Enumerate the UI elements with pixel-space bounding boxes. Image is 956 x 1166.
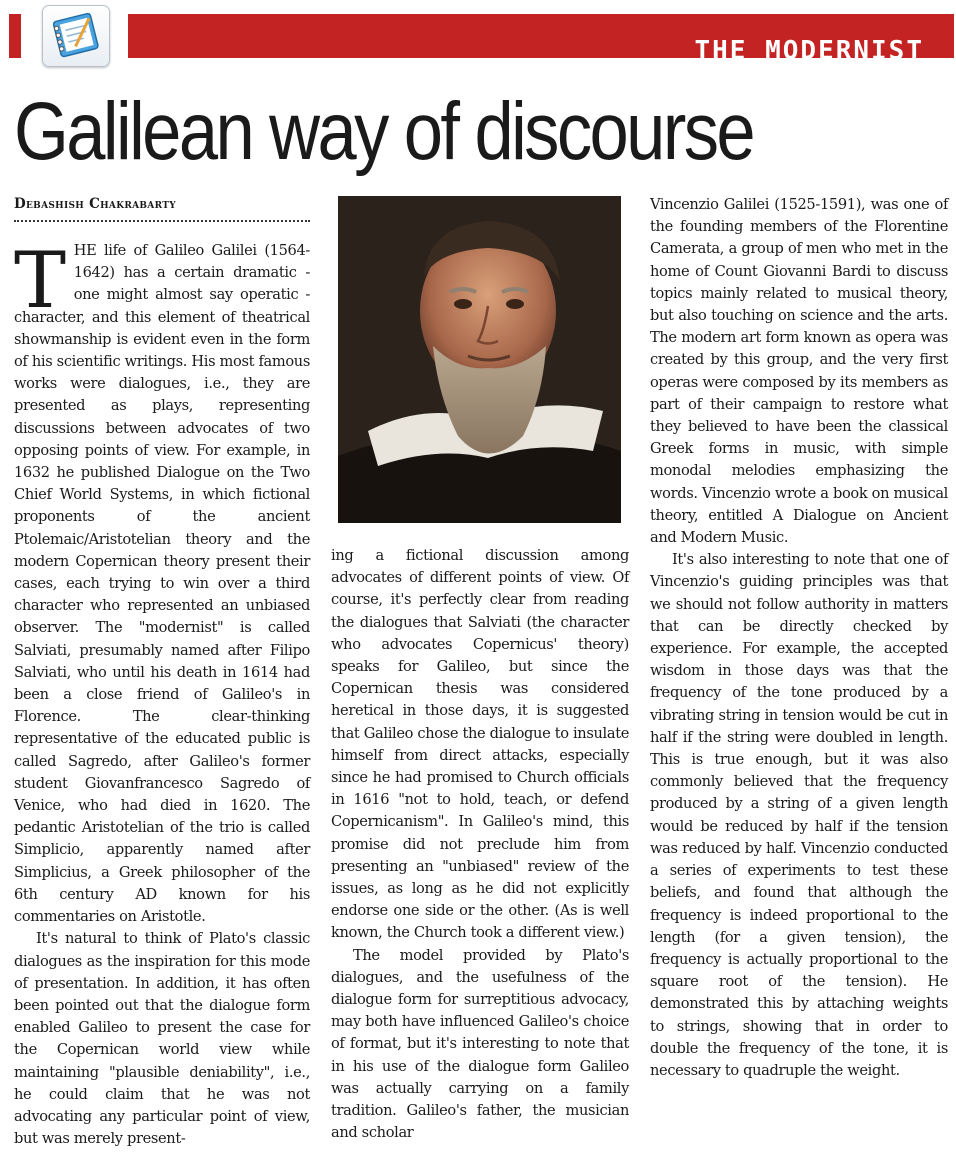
paragraph: THE life of Galileo Galilei (1564-1642) has a certain dramatic - one might almost say operatic - character, and this element of theatrical showmanship is evident even in the form of his scientific writings. His most famous works were dialogues, i.e., they are presented as plays, representing discussions between advocates of two opposing points of view. For example, in 1632 he published Dialogue on the Two Chief World Systems, in which fictional proponents of the ancient Ptolemaic/Aristotelian theory and the modern Copernican theory present their cases, each trying to win over a third character who represented an unbiased observer. The "modernist" is called Salviati, presumably named after Filipo Salviati, who until his death in 1614 had been a close friend of Galileo's in Florence. The clear-thinking representative of the educated public is called Sagredo, after Galileo's former student Giovanfrancesco Sagredo of Venice, who had died in 1620. The pedantic Aristotelian of the trio is called Simplicio, apparently named after Simplicius, a Greek philosopher of the 6th century AD known for his commentaries on Aristotle. <box>14 236 310 926</box>
header-bar-left <box>9 14 21 58</box>
paragraph: ing a fictional discussion among advocates of different points of view. Of course, it's perfectly clear from reading the dialogues that Salviati (the character who advocates Copernicus' theory) speaks for Galileo, but since the Copernican thesis was considered heretical in those days, it is suggested that Galileo chose the dialogue to insulate himself from direct attacks, especially since he had promised to Church officials in 1616 "not to hold, teach, or defend Copernicanism". In Galileo's mind, this promise did not preclude him from presenting an "unbiased" review of the issues, as long as he did not explicitly endorse one side or the other. (As is well known, the Church took a different view.) <box>331 547 629 942</box>
article-column-1 <box>14 236 310 1150</box>
notebook-icon <box>42 5 110 67</box>
section-title: THE MODERNIST <box>694 36 924 66</box>
paragraph: It's natural to think of Plato's classic dialogues as the inspiration for this mode of presentation. In addition, it has often been pointed out that the dialogue form enabled Galileo to present the case for the Copernican world view while maintaining "plausible deniability", i.e., he could claim that he was not advocating any particular point of view, but was merely present- <box>14 930 310 1148</box>
header-bar <box>128 14 954 66</box>
dropcap: T <box>14 236 66 326</box>
paragraph: It's also interesting to note that one of Vincenzio's guiding principles was that we should not follow authority in matters that can be directly checked by experience. For example, the accepted wisdom in those days was that the frequency of the tone produced by a vibrating string in tension would be cut in half if the string were doubled in length. This is true enough, but it was also commonly believed that the frequency produced by a string of a given length would be reduced by half if the tension was reduced by half. Vincenzio conducted a series of experiments to test these beliefs, and found that although the frequency is indeed proportional to the length (for a given tension), the frequency is actually proportional to the square root of the tension). He demonstrated this by attaching weights to strings, showing that in order to double the frequency of the tone, it is necessary to quadruple the weight. <box>650 551 948 1079</box>
galileo-portrait <box>338 196 621 523</box>
paragraph: Vincenzio Galilei (1525-1591), was one of the founding members of the Florentine Camerata, a group of men who met in the home of Count Giovanni Bardi to discuss topics mainly related to musical theory, but also touching on science and the arts. The modern art form known as opera was created by this group, and the very first operas were composed by its members as part of their campaign to restore what they believed to have been the classical Greek forms in music, with simple monodal melodies emphasizing the words. Vincenzio wrote a book on musical theory, entitled A Dialogue on Ancient and Modern Music. <box>650 196 948 547</box>
paragraph: The model provided by Plato's dialogues, and the usefulness of the dialogue form for surreptitious advocacy, may both have influenced Galileo's choice of format, but it's interesting to note that in his use of the dialogue form Galileo was actually carrying on a family tradition. Galileo's father, the musician and scholar <box>331 946 629 1142</box>
headline: Galilean way of discourse <box>14 86 754 177</box>
article-column-2 <box>331 545 629 1144</box>
byline: Debashish Chakrabarty <box>14 196 310 222</box>
article-column-3 <box>650 194 948 1082</box>
